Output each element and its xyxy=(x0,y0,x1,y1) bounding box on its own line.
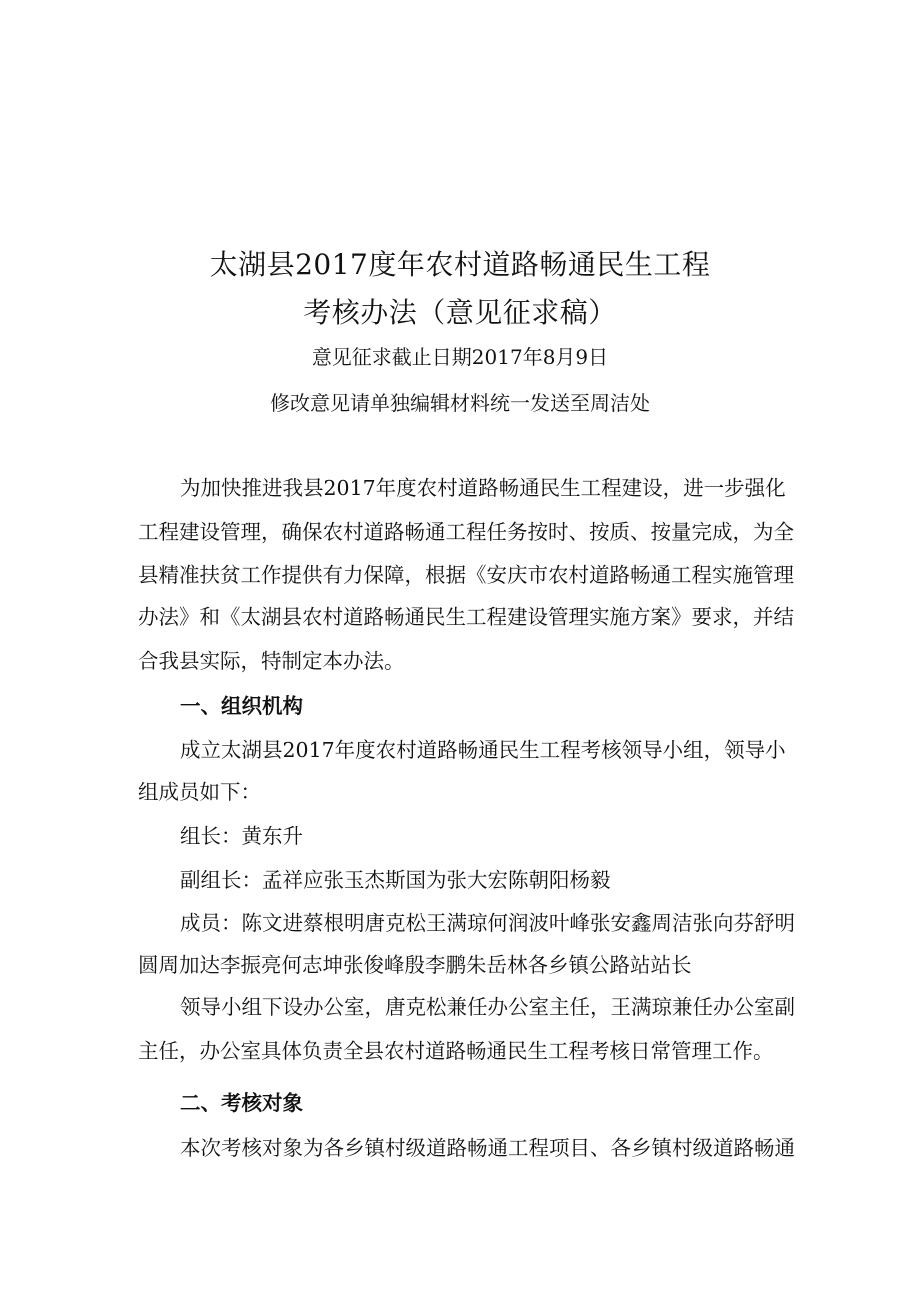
comment-deadline: 意见征求截止日期2017年8月9日 xyxy=(311,345,609,369)
section-2-paragraph-line: 本次考核对象为各乡镇村级道路畅通工程项目、各乡镇村级道路畅通 xyxy=(180,1136,795,1160)
intro-line: 工程建设管理，确保农村道路畅通工程任务按时、按质、按量完成，为全 xyxy=(138,520,794,544)
group-members-line: 圆周加达李振亮何志坤张俊峰殷李鹏朱岳林各乡镇公路站站长 xyxy=(138,953,692,977)
office-paragraph-line: 领导小组下设办公室，唐克松兼任办公室主任，王满琼兼任办公室副 xyxy=(180,995,795,1019)
document-title-line-1: 太湖县2017度年农村道路畅通民生工程 xyxy=(209,248,711,281)
document-title-line-2: 考核办法（意见征求稿） xyxy=(303,296,617,329)
intro-line: 办法》和《太湖县农村道路畅通民生工程建设管理实施方案》要求，并结 xyxy=(138,605,794,629)
intro-line: 为加快推进我县2017年度农村道路畅通民生工程建设，进一步强化 xyxy=(180,476,786,500)
group-vice-leaders: 副组长：孟祥应张玉杰斯国为张大宏陈朝阳杨毅 xyxy=(180,868,611,892)
section-1-heading: 一、组织机构 xyxy=(180,694,303,718)
section-1-paragraph-line: 组成员如下： xyxy=(138,780,261,804)
submission-notice: 修改意见请单独编辑材料统一发送至周洁处 xyxy=(270,391,650,415)
section-1-paragraph-line: 成立太湖县2017年度农村道路畅通民生工程考核领导小组，领导小 xyxy=(180,738,786,762)
intro-line: 县精准扶贫工作提供有力保障，根据《安庆市农村道路畅通工程实施管理 xyxy=(138,563,794,587)
section-2-heading: 二、考核对象 xyxy=(180,1091,303,1115)
group-leader: 组长：黄东升 xyxy=(180,824,303,848)
group-members-line: 成员：陈文进蔡根明唐克松王满琼何润波叶峰张安鑫周洁张向芬舒明 xyxy=(180,911,795,935)
intro-line: 合我县实际，特制定本办法。 xyxy=(138,649,405,673)
office-paragraph-line: 主任，办公室具体负责全县农村道路畅通民生工程考核日常管理工作。 xyxy=(138,1039,774,1063)
